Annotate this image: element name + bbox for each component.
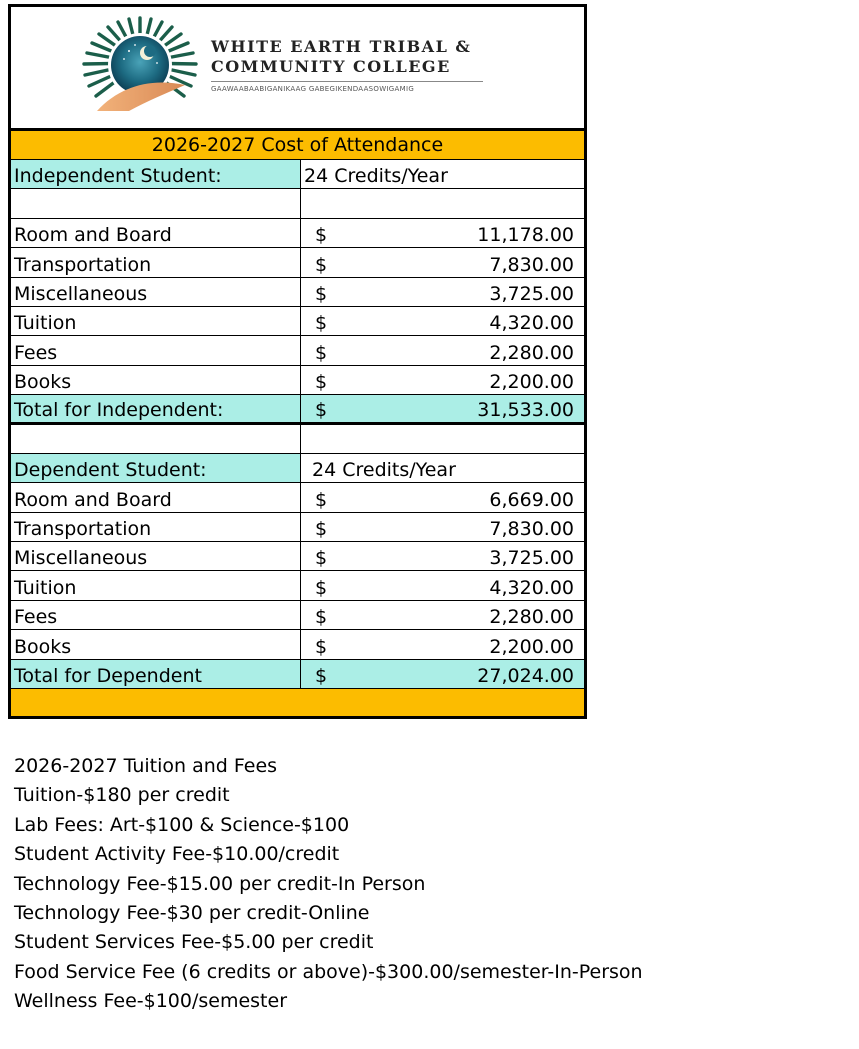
table-row [11, 483, 584, 512]
table-row [11, 366, 584, 395]
row-amount: 2,280.00 [489, 341, 574, 364]
cost-of-attendance-table [8, 4, 587, 719]
row-amount: 4,320.00 [489, 576, 574, 599]
college-name-line2: COMMUNITY COLLEGE [211, 57, 451, 76]
row-label: Tuition [11, 571, 301, 599]
row-amount: 7,830.00 [489, 253, 574, 276]
row-label: Fees [11, 601, 301, 629]
row-amount: 2,200.00 [489, 635, 574, 658]
row-label: Fees [11, 336, 301, 364]
college-ojibwe-name: GAAWAABAABIGANIKAAG GABEGIKENDAASOWIGAMIG [211, 85, 415, 93]
row-label: Books [11, 630, 301, 658]
note-line: Wellness Fee-$100/semester [14, 990, 288, 1013]
college-name-block [211, 37, 483, 93]
table-row [11, 219, 584, 248]
dollar-sign: $ [315, 606, 328, 629]
logo-divider [211, 81, 483, 82]
dollar-sign: $ [315, 224, 328, 247]
row-label: Room and Board [11, 483, 301, 511]
row-label: Miscellaneous [11, 278, 301, 306]
dollar-sign: $ [315, 547, 328, 570]
row-amount: 4,320.00 [489, 312, 574, 335]
dollar-sign: $ [315, 282, 328, 305]
table-row [11, 336, 584, 365]
row-amount: 3,725.00 [489, 282, 574, 305]
table-row [11, 630, 584, 659]
note-line: Student Activity Fee-$10.00/credit [14, 843, 340, 866]
dependent-label: Dependent Student: [11, 454, 301, 482]
note-line: Technology Fee-$30 per credit-Online [14, 902, 370, 925]
total-label: Total for Independent: [11, 395, 301, 421]
row-label: Books [11, 366, 301, 394]
dependent-credits: 24 Credits/Year [312, 459, 456, 482]
row-amount: 3,725.00 [489, 547, 574, 570]
row-label: Tuition [11, 307, 301, 335]
table-row [11, 248, 584, 277]
note-line: Technology Fee-$15.00 per credit-In Person [14, 872, 426, 895]
note-line: Tuition-$180 per credit [14, 784, 230, 807]
row-amount: 7,830.00 [489, 518, 574, 541]
table-row [11, 542, 584, 571]
notes-heading: 2026-2027 Tuition and Fees [14, 755, 278, 777]
dollar-sign: $ [315, 665, 328, 688]
total-label: Total for Dependent [11, 660, 301, 688]
table-row [11, 571, 584, 600]
independent-total-row [11, 395, 584, 424]
independent-header-row [11, 160, 584, 189]
dollar-sign: $ [315, 253, 328, 276]
total-amount: 31,533.00 [477, 398, 574, 421]
college-name-line1: WHITE EARTH TRIBAL & [211, 37, 472, 56]
table-row [11, 601, 584, 630]
note-line: Lab Fees: Art-$100 & Science-$100 [14, 813, 350, 836]
row-amount: 2,200.00 [489, 371, 574, 394]
dollar-sign: $ [315, 371, 328, 394]
dollar-sign: $ [315, 312, 328, 335]
note-line: Food Service Fee (6 credits or above)-$300.00/semester-In-Person [14, 960, 643, 983]
row-amount: 2,280.00 [489, 606, 574, 629]
row-amount: 6,669.00 [489, 488, 574, 511]
row-label: Miscellaneous [11, 542, 301, 570]
college-emblem-icon [77, 15, 203, 111]
note-line: Student Services Fee-$5.00 per credit [14, 931, 374, 954]
row-label: Room and Board [11, 219, 301, 247]
table-title: 2026-2027 Cost of Attendance [11, 131, 584, 160]
row-amount: 11,178.00 [477, 224, 574, 247]
dependent-total-row [11, 660, 584, 689]
dollar-sign: $ [315, 635, 328, 658]
table-footer-bar [11, 689, 584, 719]
dollar-sign: $ [315, 341, 328, 364]
row-label: Transportation [11, 513, 301, 541]
row-label: Transportation [11, 248, 301, 276]
table-row [11, 513, 584, 542]
table-row [11, 307, 584, 336]
dollar-sign: $ [315, 488, 328, 511]
independent-credits: 24 Credits/Year [304, 165, 448, 188]
college-logo [11, 4, 584, 131]
blank-row [11, 425, 584, 454]
total-amount: 27,024.00 [477, 665, 574, 688]
dollar-sign: $ [315, 398, 328, 421]
dependent-header-row [11, 454, 584, 483]
tuition-fees-notes [14, 752, 643, 1017]
independent-label: Independent Student: [11, 160, 301, 188]
dollar-sign: $ [315, 518, 328, 541]
dollar-sign: $ [315, 576, 328, 599]
blank-row [11, 189, 584, 218]
table-row [11, 278, 584, 307]
